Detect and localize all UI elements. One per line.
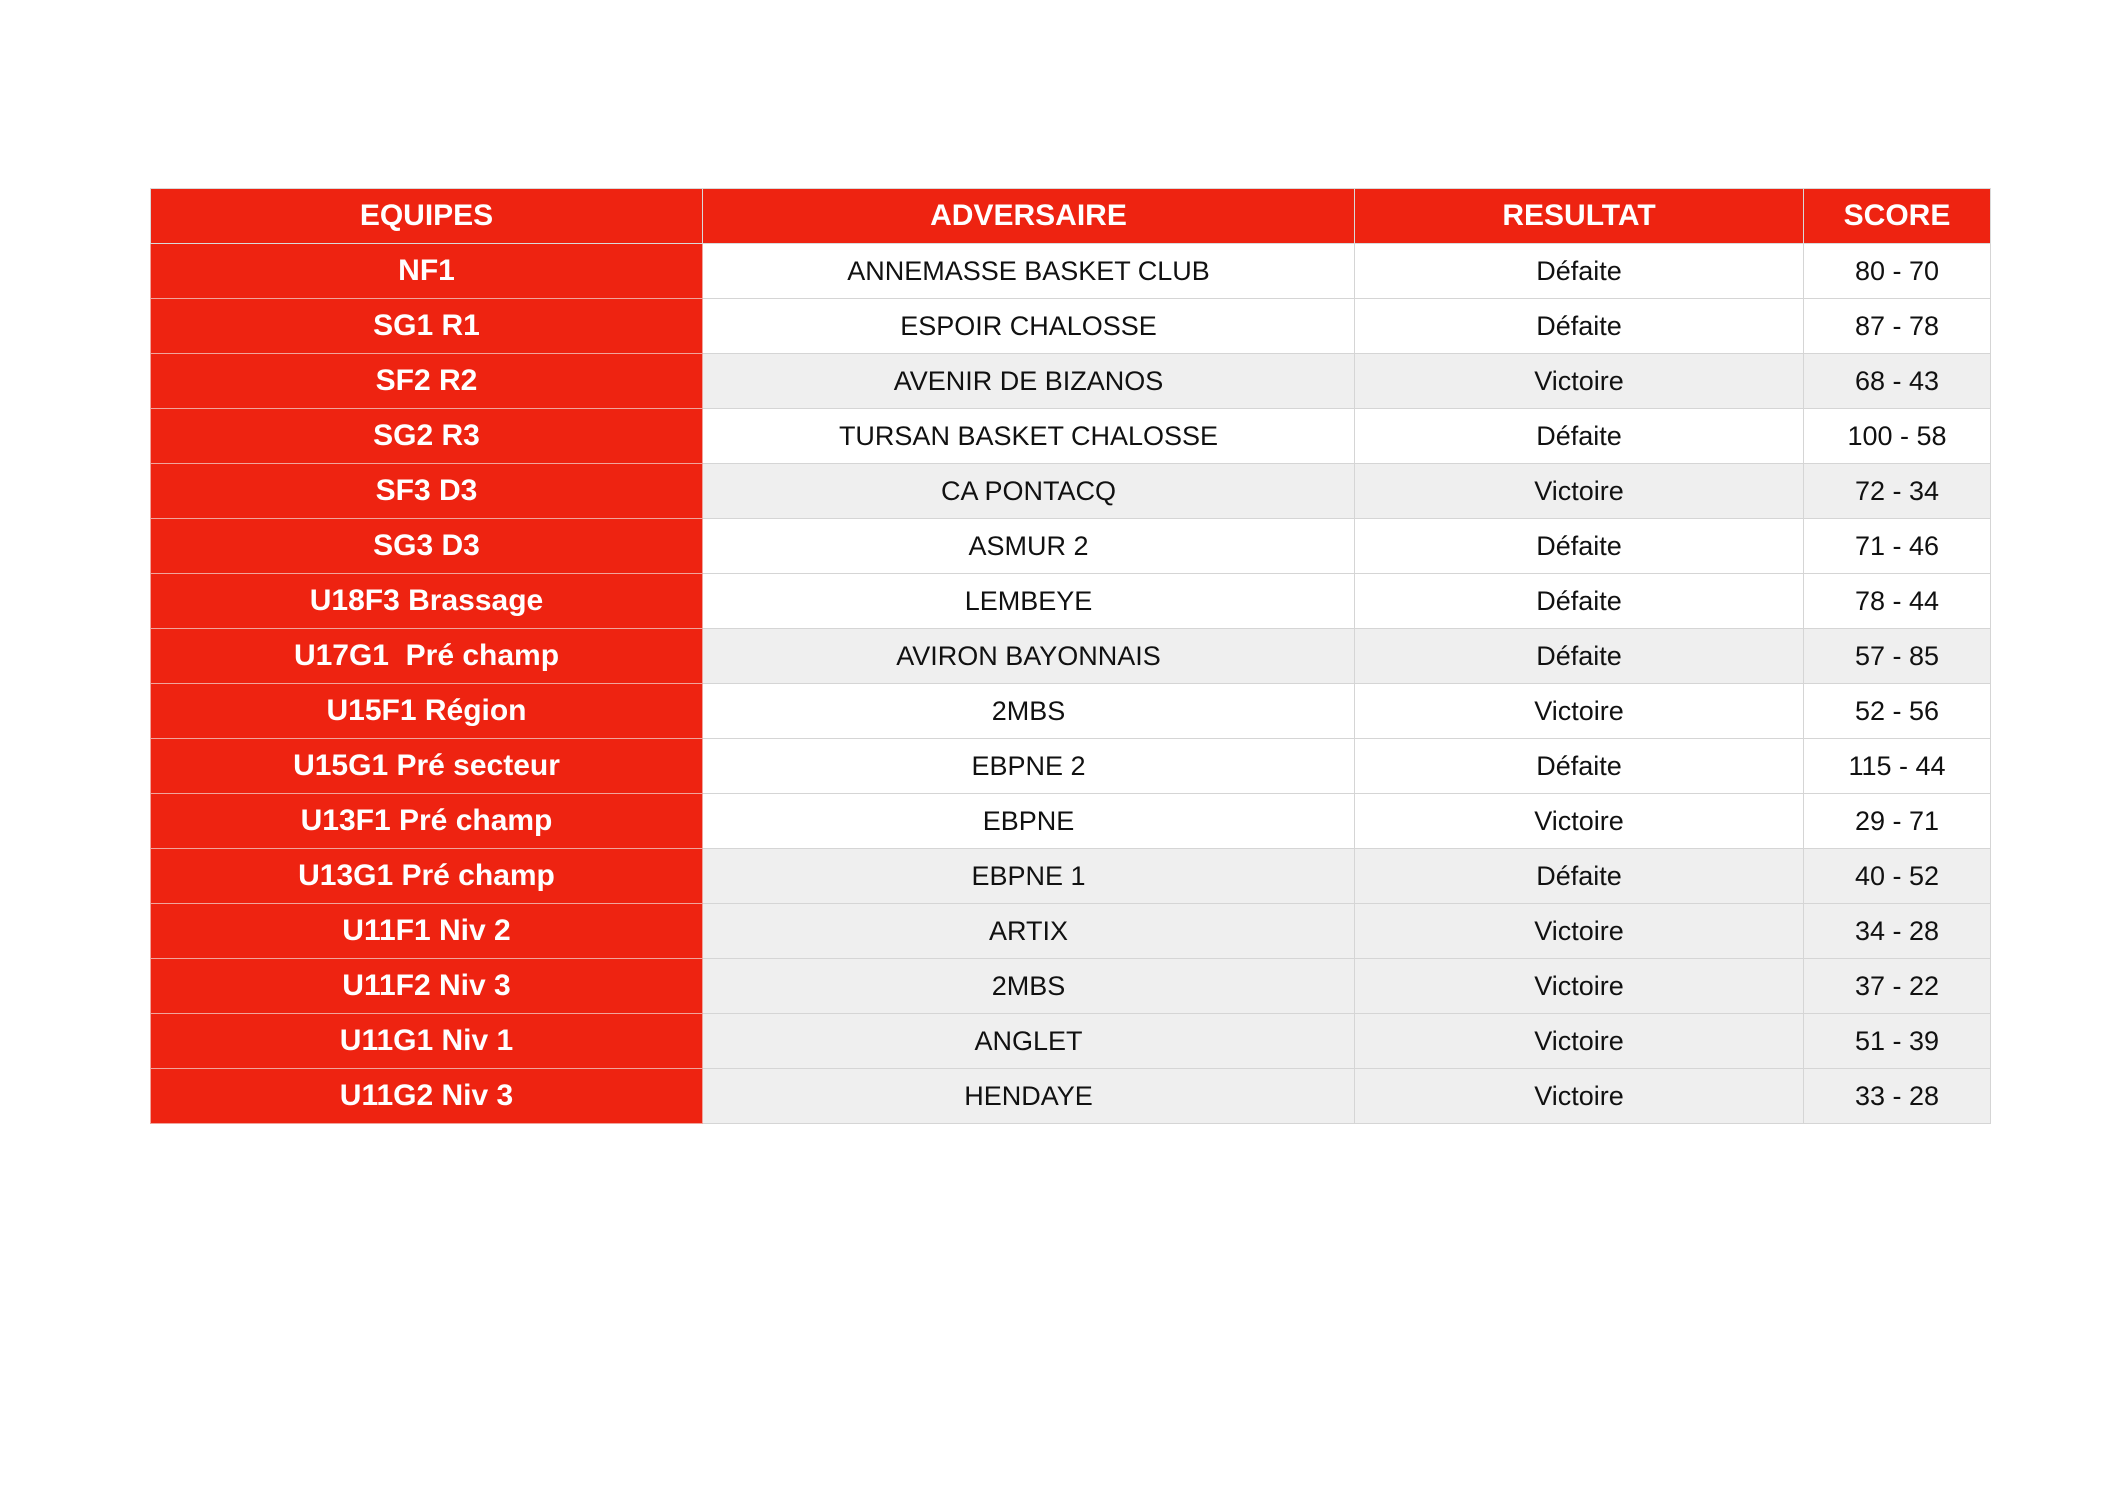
header-score: SCORE [1804, 189, 1991, 244]
table-row [151, 354, 1991, 409]
team-cell: U18F3 Brassage [151, 574, 703, 629]
team-cell: U11G1 Niv 1 [151, 1014, 703, 1069]
table-row [151, 574, 1991, 629]
result-cell: Défaite [1355, 849, 1804, 904]
result-cell: Défaite [1355, 299, 1804, 354]
score-cell: 115 - 44 [1804, 739, 1991, 794]
score-cell: 80 - 70 [1804, 244, 1991, 299]
score-cell: 72 - 34 [1804, 464, 1991, 519]
opponent-cell: ASMUR 2 [703, 519, 1355, 574]
result-cell: Défaite [1355, 244, 1804, 299]
opponent-cell: 2MBS [703, 959, 1355, 1014]
result-cell: Victoire [1355, 904, 1804, 959]
table-row [151, 904, 1991, 959]
results-table [150, 188, 1991, 1124]
table-row [151, 244, 1991, 299]
opponent-cell: EBPNE 2 [703, 739, 1355, 794]
score-cell: 52 - 56 [1804, 684, 1991, 739]
score-cell: 57 - 85 [1804, 629, 1991, 684]
table-row [151, 629, 1991, 684]
result-cell: Victoire [1355, 794, 1804, 849]
team-cell: U11G2 Niv 3 [151, 1069, 703, 1124]
opponent-cell: AVENIR DE BIZANOS [703, 354, 1355, 409]
opponent-cell: LEMBEYE [703, 574, 1355, 629]
opponent-cell: ANNEMASSE BASKET CLUB [703, 244, 1355, 299]
score-cell: 37 - 22 [1804, 959, 1991, 1014]
opponent-cell: ESPOIR CHALOSSE [703, 299, 1355, 354]
team-cell: U15G1 Pré secteur [151, 739, 703, 794]
table-row [151, 299, 1991, 354]
team-cell: U17G1 Pré champ [151, 629, 703, 684]
result-cell: Victoire [1355, 1014, 1804, 1069]
result-cell: Victoire [1355, 959, 1804, 1014]
result-cell: Défaite [1355, 519, 1804, 574]
team-cell: U11F1 Niv 2 [151, 904, 703, 959]
result-cell: Victoire [1355, 464, 1804, 519]
score-cell: 29 - 71 [1804, 794, 1991, 849]
table-row [151, 684, 1991, 739]
table-row [151, 739, 1991, 794]
score-cell: 51 - 39 [1804, 1014, 1991, 1069]
result-cell: Victoire [1355, 684, 1804, 739]
header-adversaire: ADVERSAIRE [703, 189, 1355, 244]
opponent-cell: CA PONTACQ [703, 464, 1355, 519]
opponent-cell: 2MBS [703, 684, 1355, 739]
score-cell: 71 - 46 [1804, 519, 1991, 574]
opponent-cell: ARTIX [703, 904, 1355, 959]
team-cell: SG1 R1 [151, 299, 703, 354]
table-row [151, 959, 1991, 1014]
team-cell: U15F1 Région [151, 684, 703, 739]
score-cell: 68 - 43 [1804, 354, 1991, 409]
table-row [151, 519, 1991, 574]
team-cell: SG2 R3 [151, 409, 703, 464]
team-cell: NF1 [151, 244, 703, 299]
result-cell: Défaite [1355, 739, 1804, 794]
opponent-cell: HENDAYE [703, 1069, 1355, 1124]
score-cell: 33 - 28 [1804, 1069, 1991, 1124]
score-cell: 87 - 78 [1804, 299, 1991, 354]
table-row [151, 1014, 1991, 1069]
table-row [151, 464, 1991, 519]
result-cell: Victoire [1355, 354, 1804, 409]
table-row [151, 409, 1991, 464]
opponent-cell: EBPNE [703, 794, 1355, 849]
team-cell: U13F1 Pré champ [151, 794, 703, 849]
table-row [151, 1069, 1991, 1124]
team-cell: U13G1 Pré champ [151, 849, 703, 904]
header-resultat: RESULTAT [1355, 189, 1804, 244]
opponent-cell: ANGLET [703, 1014, 1355, 1069]
result-cell: Défaite [1355, 409, 1804, 464]
team-cell: U11F2 Niv 3 [151, 959, 703, 1014]
table-row [151, 849, 1991, 904]
header-row [151, 189, 1991, 244]
header-equipes: EQUIPES [151, 189, 703, 244]
score-cell: 34 - 28 [1804, 904, 1991, 959]
team-cell: SF3 D3 [151, 464, 703, 519]
score-cell: 40 - 52 [1804, 849, 1991, 904]
score-cell: 78 - 44 [1804, 574, 1991, 629]
team-cell: SG3 D3 [151, 519, 703, 574]
table-row [151, 794, 1991, 849]
score-cell: 100 - 58 [1804, 409, 1991, 464]
opponent-cell: AVIRON BAYONNAIS [703, 629, 1355, 684]
result-cell: Victoire [1355, 1069, 1804, 1124]
opponent-cell: TURSAN BASKET CHALOSSE [703, 409, 1355, 464]
result-cell: Défaite [1355, 574, 1804, 629]
opponent-cell: EBPNE 1 [703, 849, 1355, 904]
result-cell: Défaite [1355, 629, 1804, 684]
team-cell: SF2 R2 [151, 354, 703, 409]
